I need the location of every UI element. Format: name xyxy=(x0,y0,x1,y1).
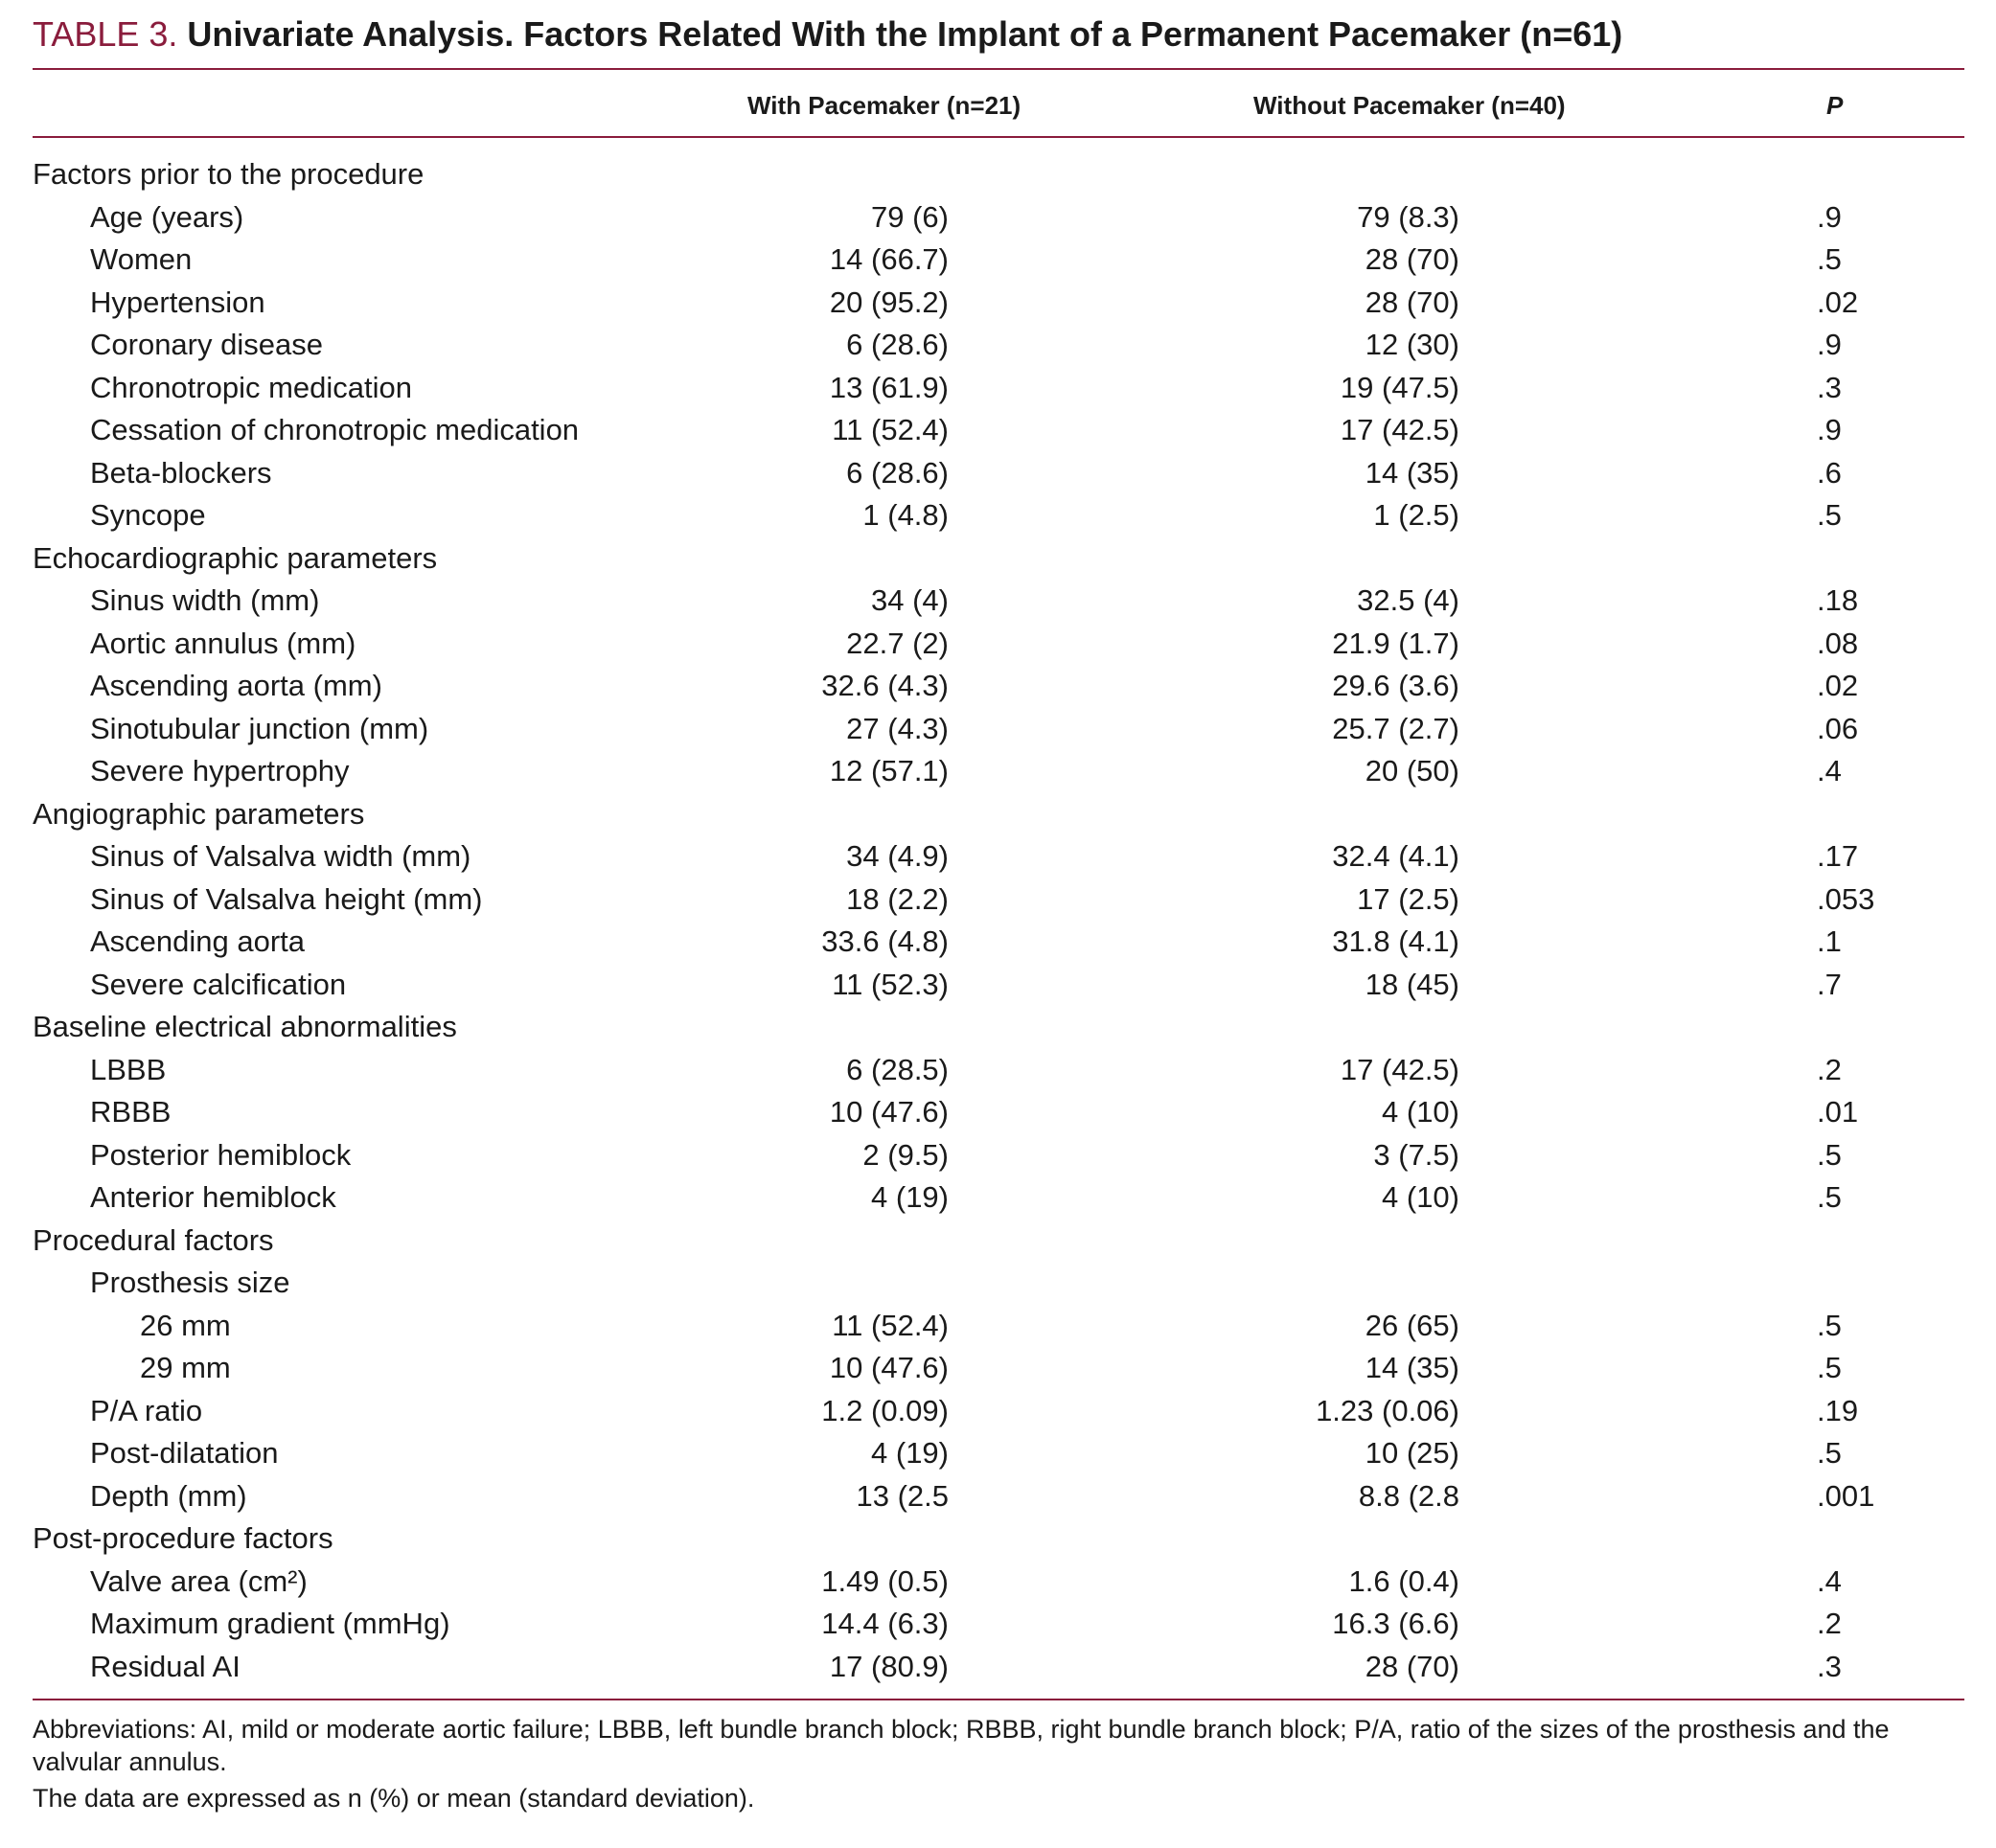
p-value: .9 xyxy=(1817,413,1842,446)
table-row xyxy=(0,1603,1996,1646)
row-label: Procedural factors xyxy=(33,1222,274,1257)
table-row xyxy=(0,1561,1996,1604)
p-value: .17 xyxy=(1817,839,1859,873)
p-value: .9 xyxy=(1817,199,1842,234)
without-pacemaker-value: 28 (70) xyxy=(1365,285,1459,319)
with-pacemaker-value: 1.49 (0.5) xyxy=(821,1563,949,1598)
p-value: .18 xyxy=(1817,583,1859,617)
with-pacemaker-value: 18 (2.2) xyxy=(846,881,949,916)
p-value: .5 xyxy=(1817,242,1842,276)
row-label: Valve area (cm²) xyxy=(90,1563,308,1598)
row-label: Maximum gradient (mmHg) xyxy=(90,1607,450,1640)
with-pacemaker-value: 13 (2.5 xyxy=(856,1478,949,1513)
table-row xyxy=(0,1176,1996,1220)
row-label: Post-dilatation xyxy=(90,1436,279,1470)
without-pacemaker-value: 12 (30) xyxy=(1365,328,1459,361)
with-pacemaker-value: 34 (4.9) xyxy=(846,839,949,873)
with-pacemaker-value: 10 (47.6) xyxy=(829,1351,949,1384)
p-value: .5 xyxy=(1817,1137,1842,1172)
row-label: Ascending aorta (mm) xyxy=(90,669,382,702)
row-label: LBBB xyxy=(90,1052,167,1086)
without-pacemaker-value: 14 (35) xyxy=(1365,455,1459,490)
p-value: .2 xyxy=(1817,1052,1842,1086)
with-pacemaker-value: 6 (28.5) xyxy=(846,1052,949,1086)
section-row xyxy=(0,1006,1996,1049)
p-value: .5 xyxy=(1817,1351,1842,1384)
with-pacemaker-value: 79 (6) xyxy=(871,199,949,234)
table-row xyxy=(0,1646,1996,1689)
p-value: .19 xyxy=(1817,1393,1859,1427)
section-row xyxy=(0,793,1996,836)
table-row xyxy=(0,1305,1996,1348)
row-label: Sinotubular junction (mm) xyxy=(90,711,429,745)
table-row xyxy=(0,1049,1996,1092)
row-label: Anterior hemiblock xyxy=(90,1180,336,1214)
without-pacemaker-value: 3 (7.5) xyxy=(1373,1137,1459,1172)
without-pacemaker-value: 32.5 (4) xyxy=(1357,583,1459,617)
table-body xyxy=(0,153,1996,1688)
without-pacemaker-value: 14 (35) xyxy=(1365,1351,1459,1384)
with-pacemaker-value: 34 (4) xyxy=(871,583,949,617)
row-label: Hypertension xyxy=(90,285,265,319)
with-pacemaker-value: 32.6 (4.3) xyxy=(821,669,949,702)
p-value: .001 xyxy=(1817,1478,1875,1513)
table-row xyxy=(0,239,1996,282)
without-pacemaker-value: 10 (25) xyxy=(1365,1436,1459,1470)
p-value: .5 xyxy=(1817,1308,1842,1342)
p-value: .5 xyxy=(1817,1180,1842,1214)
column-header-with-pacemaker: With Pacemaker (n=21) xyxy=(747,91,1021,120)
header-rule xyxy=(33,136,1964,138)
without-pacemaker-value: 29.6 (3.6) xyxy=(1332,669,1459,702)
table-row xyxy=(0,1347,1996,1390)
without-pacemaker-value: 17 (2.5) xyxy=(1357,881,1459,916)
row-label: Sinus of Valsalva width (mm) xyxy=(90,839,471,873)
row-label: Sinus of Valsalva height (mm) xyxy=(90,881,483,916)
row-label: Prosthesis size xyxy=(90,1266,290,1299)
without-pacemaker-value: 25.7 (2.7) xyxy=(1332,711,1459,745)
p-value: .2 xyxy=(1817,1607,1842,1640)
table-row xyxy=(0,878,1996,922)
row-label: Chronotropic medication xyxy=(90,370,413,404)
row-label: Baseline electrical abnormalities xyxy=(33,1010,457,1043)
section-row xyxy=(0,1220,1996,1263)
table-row xyxy=(0,964,1996,1007)
column-header-without-pacemaker: Without Pacemaker (n=40) xyxy=(1253,91,1566,120)
without-pacemaker-value: 32.4 (4.1) xyxy=(1332,839,1459,873)
table-row xyxy=(0,623,1996,666)
with-pacemaker-value: 1.2 (0.09) xyxy=(821,1393,949,1427)
row-label: Depth (mm) xyxy=(90,1478,247,1513)
without-pacemaker-value: 1 (2.5) xyxy=(1373,498,1459,532)
p-value: .06 xyxy=(1817,711,1859,745)
row-label: Cessation of chronotropic medication xyxy=(90,413,580,446)
with-pacemaker-value: 33.6 (4.8) xyxy=(821,924,949,958)
with-pacemaker-value: 13 (61.9) xyxy=(829,370,949,404)
row-label: Syncope xyxy=(90,498,206,532)
p-value: .3 xyxy=(1817,370,1842,404)
row-label: RBBB xyxy=(90,1095,172,1129)
without-pacemaker-value: 26 (65) xyxy=(1365,1308,1459,1342)
row-label: Beta-blockers xyxy=(90,455,272,490)
table-row xyxy=(0,1262,1996,1305)
table-row xyxy=(0,367,1996,410)
row-label: 26 mm xyxy=(140,1308,231,1342)
bottom-rule xyxy=(33,1699,1964,1700)
p-value: .7 xyxy=(1817,967,1842,1001)
table-title xyxy=(33,10,1622,59)
table-row xyxy=(0,494,1996,537)
without-pacemaker-value: 20 (50) xyxy=(1365,754,1459,787)
table-row xyxy=(0,580,1996,623)
without-pacemaker-value: 8.8 (2.8 xyxy=(1358,1478,1459,1513)
with-pacemaker-value: 4 (19) xyxy=(871,1436,949,1470)
without-pacemaker-value: 19 (47.5) xyxy=(1340,370,1459,404)
table-row xyxy=(0,324,1996,367)
row-label: Age (years) xyxy=(90,199,244,234)
row-label: Post-procedure factors xyxy=(33,1521,333,1555)
without-pacemaker-value: 79 (8.3) xyxy=(1357,199,1459,234)
p-value: .08 xyxy=(1817,626,1859,660)
without-pacemaker-value: 4 (10) xyxy=(1382,1180,1459,1214)
top-rule xyxy=(33,68,1964,70)
row-label: 29 mm xyxy=(140,1351,231,1384)
with-pacemaker-value: 6 (28.6) xyxy=(846,455,949,490)
p-value: .1 xyxy=(1817,924,1842,958)
p-value: .5 xyxy=(1817,498,1842,532)
table-row xyxy=(0,750,1996,793)
without-pacemaker-value: 4 (10) xyxy=(1382,1095,1459,1129)
row-label: Echocardiographic parameters xyxy=(33,540,438,575)
footnote-data-note: The data are expressed as n (%) or mean (standard deviation). xyxy=(33,1784,755,1813)
without-pacemaker-value: 21.9 (1.7) xyxy=(1332,626,1459,660)
with-pacemaker-value: 11 (52.4) xyxy=(832,413,949,446)
without-pacemaker-value: 18 (45) xyxy=(1365,967,1459,1001)
row-label: Ascending aorta xyxy=(90,924,306,958)
p-value: .5 xyxy=(1817,1436,1842,1470)
with-pacemaker-value: 14.4 (6.3) xyxy=(821,1607,949,1640)
without-pacemaker-value: 1.23 (0.06) xyxy=(1316,1393,1459,1427)
with-pacemaker-value: 1 (4.8) xyxy=(862,498,949,532)
p-value: .01 xyxy=(1817,1095,1859,1129)
table-row xyxy=(0,409,1996,452)
table-row xyxy=(0,1134,1996,1177)
row-label: Posterior hemiblock xyxy=(90,1137,352,1172)
section-row xyxy=(0,1517,1996,1561)
row-label: Women xyxy=(90,242,193,276)
table-row xyxy=(0,196,1996,240)
with-pacemaker-value: 11 (52.3) xyxy=(832,967,949,1001)
with-pacemaker-value: 2 (9.5) xyxy=(862,1137,949,1172)
p-value: .3 xyxy=(1817,1649,1842,1683)
without-pacemaker-value: 1.6 (0.4) xyxy=(1348,1563,1459,1598)
row-label: Coronary disease xyxy=(90,328,323,361)
table-row xyxy=(0,452,1996,495)
row-label: Factors prior to the procedure xyxy=(33,157,424,191)
table-caption: Univariate Analysis. Factors Related With the Implant of a Permanent Pacemaker (n=61) xyxy=(187,14,1623,54)
p-value: .4 xyxy=(1817,1563,1842,1598)
table-row xyxy=(0,835,1996,878)
row-label: P/A ratio xyxy=(90,1393,203,1427)
without-pacemaker-value: 31.8 (4.1) xyxy=(1332,924,1459,958)
row-label: Severe hypertrophy xyxy=(90,754,350,787)
table-row xyxy=(0,1475,1996,1518)
table-row xyxy=(0,282,1996,325)
row-label: Aortic annulus (mm) xyxy=(90,626,356,660)
row-label: Residual AI xyxy=(90,1649,241,1683)
with-pacemaker-value: 20 (95.2) xyxy=(829,285,949,319)
with-pacemaker-value: 27 (4.3) xyxy=(846,711,949,745)
section-row xyxy=(0,153,1996,196)
with-pacemaker-value: 6 (28.6) xyxy=(846,328,949,361)
with-pacemaker-value: 22.7 (2) xyxy=(846,626,949,660)
table-row xyxy=(0,1091,1996,1134)
with-pacemaker-value: 12 (57.1) xyxy=(829,754,949,787)
p-value: .02 xyxy=(1817,285,1859,319)
with-pacemaker-value: 10 (47.6) xyxy=(829,1095,949,1129)
without-pacemaker-value: 17 (42.5) xyxy=(1340,1052,1459,1086)
p-value: .9 xyxy=(1817,328,1842,361)
footnote-abbreviations: Abbreviations: AI, mild or moderate aortic failure; LBBB, left bundle branch block; RBBB, right bundle branch block; P/A, ratio of the sizes of the prosthesis and the valvular annulus. xyxy=(33,1715,1890,1776)
table-row xyxy=(0,921,1996,964)
without-pacemaker-value: 16.3 (6.6) xyxy=(1332,1607,1459,1640)
table-row xyxy=(0,708,1996,751)
row-label: Severe calcification xyxy=(90,967,347,1001)
p-value: .4 xyxy=(1817,754,1842,787)
row-label: Angiographic parameters xyxy=(33,796,365,831)
with-pacemaker-value: 4 (19) xyxy=(871,1180,949,1214)
table-row xyxy=(0,1390,1996,1433)
p-value: .053 xyxy=(1817,881,1875,916)
section-row xyxy=(0,537,1996,581)
without-pacemaker-value: 17 (42.5) xyxy=(1340,413,1459,446)
row-label: Sinus width (mm) xyxy=(90,583,320,617)
with-pacemaker-value: 17 (80.9) xyxy=(829,1649,949,1683)
with-pacemaker-value: 14 (66.7) xyxy=(829,242,949,276)
with-pacemaker-value: 11 (52.4) xyxy=(832,1308,949,1342)
p-value: .02 xyxy=(1817,669,1859,702)
without-pacemaker-value: 28 (70) xyxy=(1365,242,1459,276)
column-header-p-value: P xyxy=(1826,91,1844,120)
without-pacemaker-value: 28 (70) xyxy=(1365,1649,1459,1683)
table-row xyxy=(0,1432,1996,1475)
p-value: .6 xyxy=(1817,455,1842,490)
table-number: TABLE 3. xyxy=(33,14,178,54)
table-row xyxy=(0,665,1996,708)
